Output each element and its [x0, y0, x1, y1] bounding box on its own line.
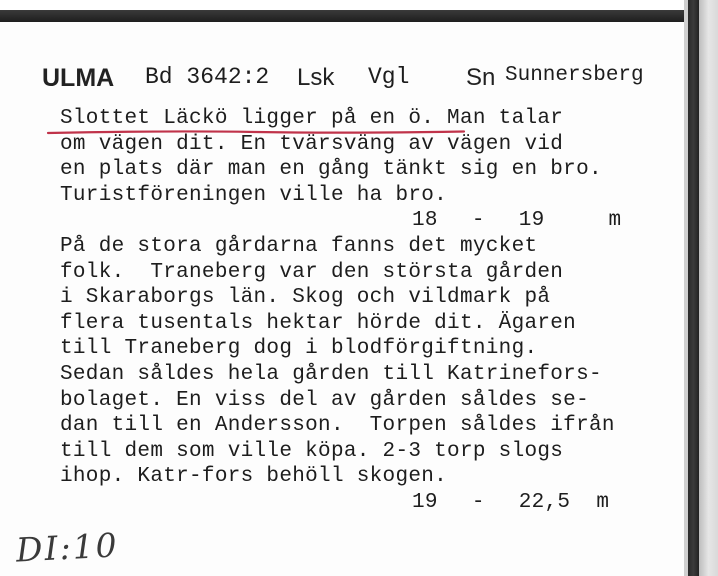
- text-line: ihop. Katr-fors behöll skogen.: [60, 465, 448, 489]
- edge-highlight: [699, 0, 718, 576]
- text-line: dan till en Andersson. Torpen såldes ifrån: [60, 414, 615, 438]
- measure-dash: -: [471, 490, 485, 514]
- reference-code: Bd 3642:2: [145, 64, 270, 90]
- text-line: folk. Traneberg var den största gården: [60, 260, 564, 284]
- socken-label: Sn: [466, 64, 496, 91]
- text-line: en plats där man en gång tänkt sig en bro.: [60, 158, 602, 182]
- text-line: På de stora gårdarna fanns det mycket: [60, 234, 538, 258]
- measure-unit: m: [596, 490, 610, 514]
- text-line: till dem som ville köpa. 2-3 torp slogs: [60, 439, 564, 463]
- measure-from: 18: [412, 209, 438, 233]
- edge-shadow: [688, 0, 699, 576]
- archive-name: ULMA: [42, 64, 115, 92]
- measure-to: 19: [518, 209, 545, 233]
- text-line: Slottet Läckö ligger på en ö. Man talar: [60, 107, 564, 130]
- card-header: [0, 64, 684, 98]
- measure-to: 22,5: [518, 490, 571, 514]
- card-right-edge: [684, 0, 718, 576]
- socken-value: Sunnersberg: [505, 64, 644, 87]
- measure-line-1: [60, 208, 680, 234]
- card-top-edge: [0, 10, 690, 22]
- text-line: bolaget. En viss del av gården såldes se-: [60, 388, 589, 412]
- text-line: flera tusentals hektar hörde dit. Ägaren: [60, 311, 577, 335]
- landskap-label: Lsk: [297, 64, 335, 91]
- text-line: Turistföreningen ville ha bro.: [60, 183, 448, 207]
- measure-unit: m: [608, 209, 622, 233]
- text-line: Sedan såldes hela gården till Katrinefors-: [60, 362, 602, 386]
- text-line: till Traneberg dog i blodförgiftning.: [60, 337, 538, 361]
- card-text: [60, 106, 680, 516]
- measure-from: 19: [412, 490, 438, 514]
- measure-line-2: [60, 490, 680, 516]
- text-line: om vägen dit. En tvärsväng av vägen vid: [60, 132, 564, 156]
- handwritten-note: DI:10: [15, 525, 120, 570]
- measure-dash: -: [471, 209, 485, 233]
- text-line: i Skaraborgs län. Skog och vildmark på: [60, 286, 551, 310]
- landskap-value: Vgl: [368, 64, 410, 90]
